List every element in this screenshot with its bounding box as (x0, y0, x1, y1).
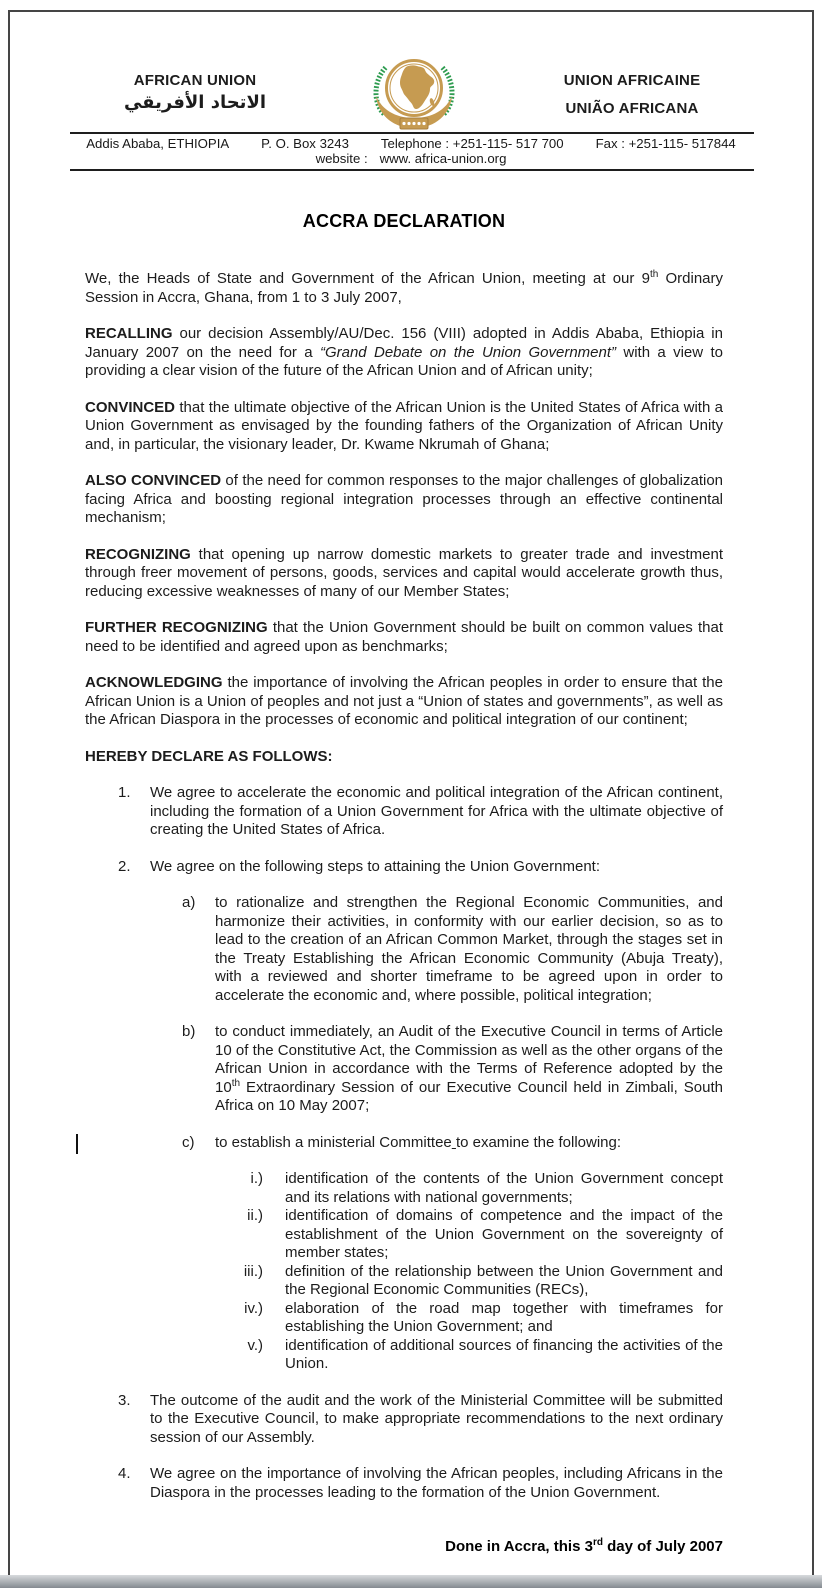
list-item-text: We agree to accelerate the economic and political integration of the African continent, including the formation of a Union Government for Africa with the ultimate objective of creating the United States of Africa. (150, 784, 723, 838)
paragraph-also-convinced (85, 472, 723, 528)
ordinal-superscript: th (649, 269, 659, 280)
paragraph-acknowledging (85, 674, 723, 730)
paragraph-preamble (85, 270, 723, 307)
lead-word: RECALLING (85, 325, 173, 342)
roman-sublist (85, 1170, 723, 1374)
paragraph-text-cont: with a view to providing a clear vision of the future of the African Union and of African unity; (85, 343, 723, 379)
list-item-text: elaboration of the road map together with timeframes for establishing the Union Government; and (285, 1299, 723, 1335)
list-marker: c) (182, 1133, 195, 1151)
list-item-text: identification of additional sources of financing the activities of the Union. (285, 1336, 723, 1372)
list-item-c (85, 1134, 723, 1153)
list-item-text: to rationalize and strengthen the Regional Economic Communities, and harmonize their activities, in conformity with our earlier decision, so as to lead to the creation of an African Common Market, through the stages set in the Treaty Establishing the African Economic Community (Abuja Treaty), with a reviewed and shorter timeframe to be agreed upon in order to accelerate the economic and, where possible, political integration; (215, 894, 723, 1004)
list-item-b (85, 1023, 723, 1116)
document-body (85, 211, 723, 1555)
list-marker: a) (182, 894, 196, 911)
list-item-text-post: to examine the following: (455, 1133, 622, 1151)
signature-line (85, 1538, 723, 1555)
ordinal-superscript: rd (592, 1537, 603, 1548)
org-name-arabic: الاتحاد الأفريقي (123, 92, 267, 113)
signature-text-cont: day of July 2007 (602, 1538, 723, 1555)
list-item-text (215, 1023, 723, 1116)
lead-word: ACKNOWLEDGING (85, 674, 223, 691)
list-item-3 (85, 1392, 723, 1448)
list-item-v (85, 1337, 723, 1374)
africa-silhouette (400, 65, 434, 109)
list-item-text: identification of the contents of the Union Government concept and its relations with national governments; (285, 1170, 723, 1206)
document-title: ACCRA DECLARATION (302, 211, 506, 231)
address-text: Addis Ababa, ETHIOPIA (86, 136, 230, 151)
list-item-ii (85, 1207, 723, 1263)
paragraph-recognizing (85, 546, 723, 602)
paragraph-text: that the Union Government should be built on common values that need to be identified and agreed upon as benchmarks; (85, 619, 723, 655)
po-box-text: P. O. Box 3243 (261, 136, 349, 151)
list-item-text-pre: to establish a ministerial Committee (215, 1133, 452, 1151)
paragraph-convinced (85, 399, 723, 455)
list-marker: v.) (247, 1336, 263, 1354)
list-marker: 4. (118, 1465, 131, 1482)
preamble-text: We, the Heads of State and Government of the African Union, meeting at our 9 (85, 270, 650, 287)
org-name-english: AFRICAN UNION (133, 72, 257, 89)
list-item-4 (85, 1465, 723, 1502)
list-item-iii (85, 1263, 723, 1300)
list-item-text-post: Extraordinary Session of our Executive Council held in Zimbali, South Africa on 10 May 2007; (215, 1078, 723, 1114)
paragraph-recalling (85, 325, 723, 381)
list-item-text-pre: to conduct immediately, an Audit of the Executive Council in terms of Article 10 of the Constitutive Act, the Commission as well as the other organs of the African Union in accordance with the Terms of Reference adopted by the 10 (215, 1023, 723, 1096)
signature-text: Done in Accra, this 3 (445, 1538, 593, 1555)
document-page (8, 10, 814, 1588)
list-marker: 3. (118, 1391, 131, 1409)
org-name-portuguese: UNIÃO AFRICANA (565, 100, 699, 117)
list-item-text: We agree on the importance of involving the African peoples, including Africans in the Diaspora in the processes leading to the formation of the Union Government. (150, 1465, 723, 1501)
preamble-text-cont: Ordinary Session in Accra, Ghana, from 1 to 3 July 2007, (85, 270, 723, 306)
list-marker: 1. (118, 784, 131, 801)
lead-word: CONVINCED (85, 398, 176, 416)
list-item-text: We agree on the following steps to attaining the Union Government: (150, 857, 600, 875)
website-line (10, 151, 812, 166)
declare-heading: HEREBY DECLARE AS FOLLOWS: (85, 747, 333, 765)
list-marker: b) (182, 1023, 196, 1040)
org-name-french: UNION AFRICAINE (563, 72, 701, 89)
list-item-iv (85, 1300, 723, 1337)
paragraph-text: the importance of involving the African peoples in order to ensure that the African Union is a Union of peoples and not just a “Union of states and governments”, as well as the African Diaspora in the processes of economic and political integration of our continent; (85, 674, 723, 728)
website-url: www. africa-union.org (379, 151, 507, 166)
list-item-1 (85, 784, 723, 840)
org-block-left (70, 52, 320, 113)
paragraph-text: of the need for common responses to the major challenges of globalization facing Africa and boosting regional integration processes through an effective continental mechanism; (85, 472, 724, 526)
contact-block (10, 134, 812, 169)
paragraph-further-recognizing (85, 619, 723, 656)
paragraph-text: that opening up narrow domestic markets to greater trade and investment through freer movement of persons, goods, services and capital would accelerate growth thus, reducing excessive weaknesses of many of our Member States; (85, 545, 723, 600)
list-marker: 2. (118, 857, 131, 875)
page-bottom-shadow (0, 1575, 822, 1588)
list-marker: i.) (250, 1170, 263, 1187)
ordinal-superscript: th (231, 1077, 241, 1089)
list-item-text: definition of the relationship between the Union Government and the Regional Economic Communities (RECs), (285, 1262, 723, 1298)
list-item-text (215, 1134, 723, 1153)
paragraph-text: our decision Assembly/AU/Dec. 156 (VIII) adopted in Addis Ababa, Ethiopia in January 2007 on the need for a (85, 325, 723, 361)
telephone-text: Telephone : +251-115- 517 700 (380, 136, 564, 151)
list-marker: iv.) (244, 1299, 263, 1317)
contact-line (10, 136, 812, 151)
lead-word: FURTHER RECOGNIZING (85, 619, 268, 636)
lead-word: ALSO CONVINCED (85, 472, 222, 489)
list-item-text: The outcome of the audit and the work of the Ministerial Committee will be submitted to the Executive Council, to make appropriate recommendations to the next ordinary session of our Assembly. (150, 1391, 723, 1446)
african-union-emblem-icon (364, 52, 464, 132)
list-item-text: identification of domains of competence and the impact of the establishment of the Union Government on the sovereignty of member states; (285, 1207, 723, 1261)
lead-word: RECOGNIZING (85, 545, 191, 563)
header-divider-bottom (70, 169, 754, 171)
list-item-a (85, 894, 723, 1005)
fax-text: Fax : +251-115- 517844 (595, 136, 736, 151)
website-label: website : (315, 151, 368, 166)
letterhead (10, 12, 812, 132)
paragraph-text: that the ultimate objective of the African Union is the United States of Africa with a Union Government as envisaged by the founding fathers of the Organization of African Unity and, in particular, the visionary leader, Dr. Kwame Nkrumah of Ghana; (85, 398, 723, 453)
org-block-right (507, 52, 757, 117)
list-item-2 (85, 858, 723, 877)
list-item-i (85, 1170, 723, 1207)
list-marker: iii.) (243, 1262, 263, 1280)
revision-change-bar (76, 1134, 78, 1154)
list-marker: ii.) (247, 1207, 263, 1224)
italic-quote: “Grand Debate on the Union Government” (319, 343, 617, 361)
